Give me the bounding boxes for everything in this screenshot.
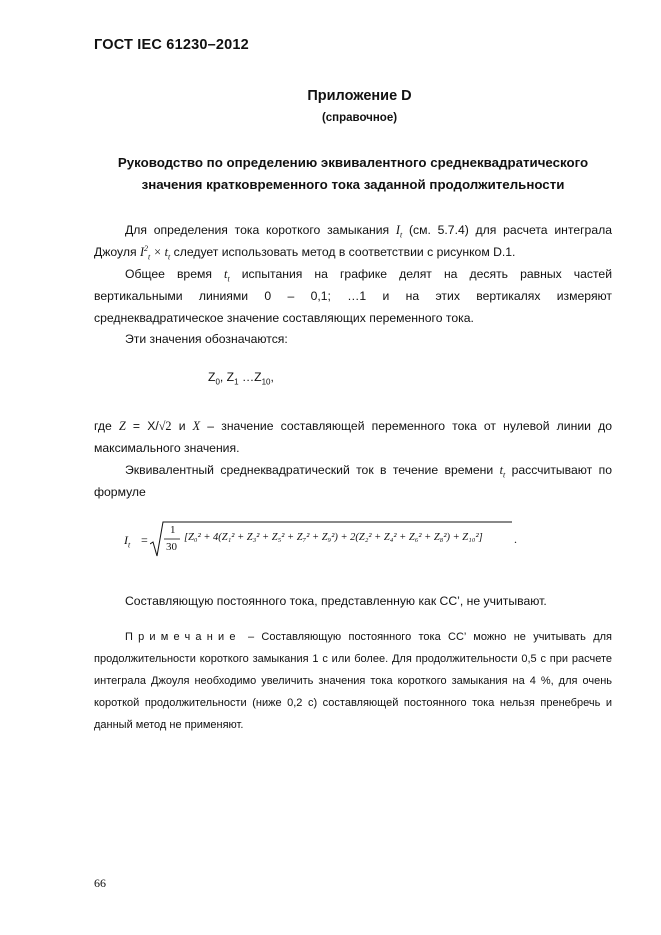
appendix-subtitle: (справочное)	[321, 112, 398, 124]
appendix-title: Приложение D	[307, 88, 412, 104]
section-heading-line-1: Руководство по определению эквивалентного среднеквадратического	[117, 155, 589, 170]
z-values-line: $Z_0$, $Z_1$ $\dots Z_{10}$,	[208, 370, 274, 387]
paragraph-2-line-1: Общее время $t_t$ испытания на графике делят на десять равных частей	[125, 267, 613, 284]
section-heading-line-2: значения кратковременного тока заданной продолжительности	[141, 177, 565, 192]
paragraph-1-line-1: Для определения тока короткого замыкания $I_t$ (см. 5.7.4) для расчета интеграла	[125, 223, 613, 240]
var-i2t: $I^2_t \times t_t$	[139, 243, 171, 262]
note-line-3: интеграла Джоуля необходимо увеличить значения тока короткого замыкания на 4 %, для очень	[94, 675, 612, 687]
paragraph-3: Эти значения обозначаются:	[125, 332, 288, 346]
section-heading	[94, 152, 612, 196]
paragraph-6: Составляющую постоянного тока, представленную как CC’, не учитывают.	[125, 594, 547, 608]
formula-equals: =	[141, 533, 148, 547]
paragraph-5-line-1: Эквивалентный среднеквадратический ток в течение времени $t_t$ рассчитывают по	[125, 463, 612, 480]
note-line-2: продолжительности короткого замыкания 1 с или более. Для продолжительности 0,5 с при расчете	[94, 653, 612, 665]
note	[94, 626, 612, 736]
document-header: ГОСТ IEC 61230–2012	[94, 37, 249, 53]
var-tt: $t_t$	[224, 267, 230, 284]
paragraph-2	[94, 263, 612, 329]
paragraph-4-line-1: где Z = X/√2 и X – значение составляющей переменного тока от нулевой линии до	[94, 419, 613, 433]
page-number: 66	[94, 876, 106, 890]
note-line-4: короткой продолжительности (ниже 0,2 с) составляющей постоянного тока нельзя пренебречь и	[94, 697, 612, 709]
var-tt-2: $t_t$	[499, 463, 506, 480]
paragraph-4	[94, 415, 612, 459]
formula-frac-num: 1	[170, 524, 176, 536]
formula-frac-den: 30	[166, 541, 177, 553]
formula	[124, 520, 524, 560]
var-it: $I_t$	[395, 223, 403, 240]
paragraph-5-line-2: формуле	[94, 485, 146, 499]
paragraph-2-line-3: среднеквадратическое значение составляющих переменного тока.	[94, 311, 474, 325]
formula-body: [Z₀² + 4(Z₁² + Z₃² + Z₅² + Z₇² + Z₉²) + 2(Z₂² + Z₄² + Z₆² + Z₈²) + Z₁₀²]	[184, 532, 483, 543]
note-label: Примечание	[125, 631, 241, 643]
paragraph-1-line-2: Джоуля $I^2_t \times t_t$ следует использовать метод в соответствии с рисунком D.1.	[94, 243, 516, 262]
formula-lhs: $I_t$	[124, 533, 131, 550]
paragraph-1	[94, 219, 612, 263]
note-line-1: Примечание – Составляющую постоянного тока CC’ можно не учитывать для	[125, 631, 612, 643]
note-line-5: данный метод не применяют.	[94, 719, 244, 731]
paragraph-4-line-2: максимального значения.	[94, 441, 240, 455]
formula-end: .	[514, 532, 517, 546]
paragraph-2-line-2: вертикальными линиями 0 – 0,1; …1 и на этих вертикалях измеряют	[94, 289, 612, 303]
paragraph-5	[94, 459, 612, 503]
